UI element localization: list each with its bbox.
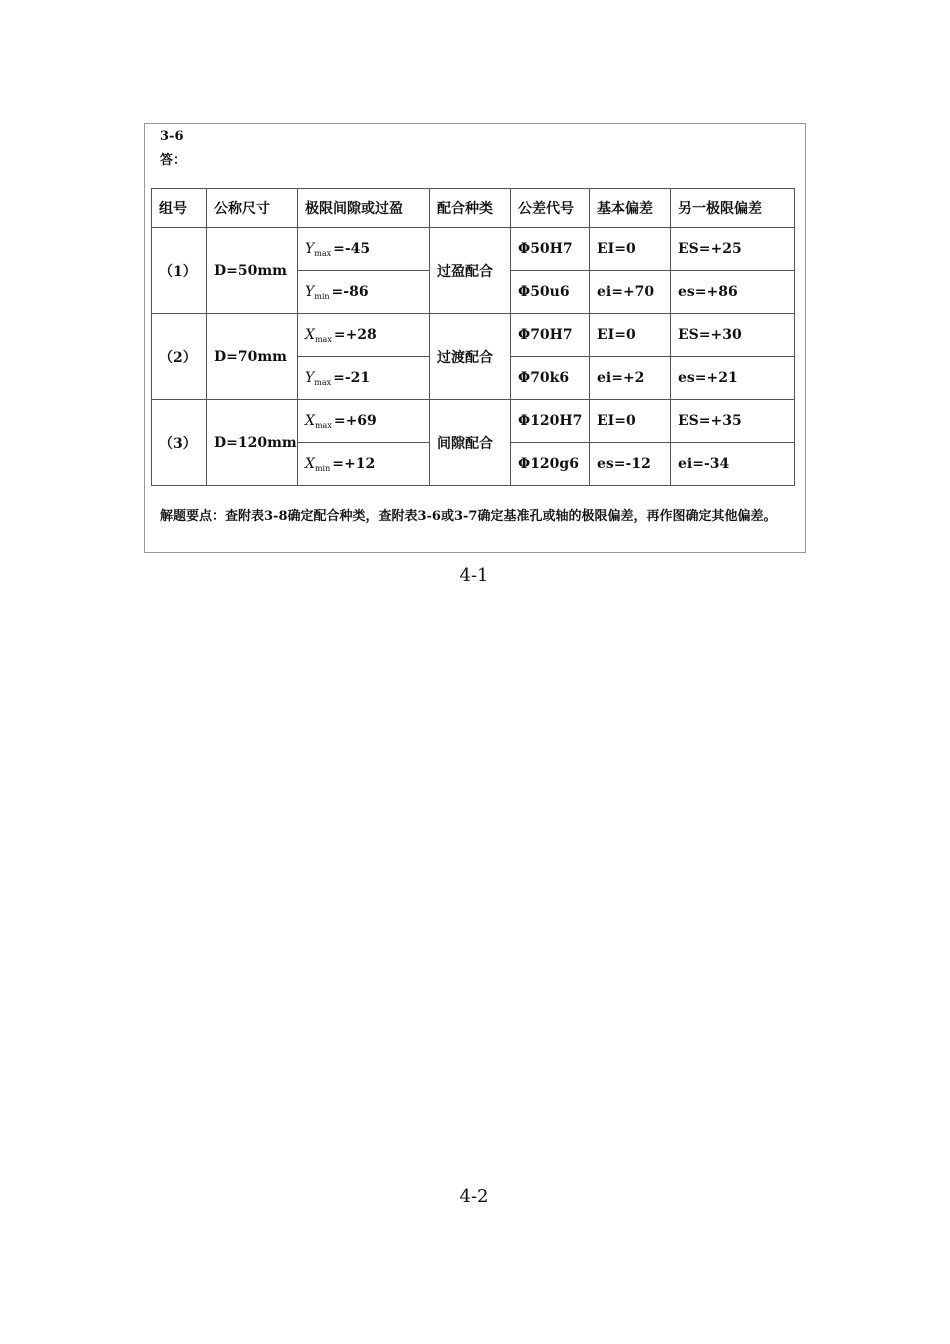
- other-deviation: es=+21: [671, 357, 795, 400]
- solution-note: 解题要点：查附表3-8确定配合种类，查附表3-6或3-7确定基准孔或轴的极限偏差，再作图确定其他偏差。: [160, 509, 777, 524]
- limit-subscript: max: [314, 248, 332, 258]
- tolerance-code: Φ70k6: [511, 357, 590, 400]
- other-deviation: es=+86: [671, 271, 795, 314]
- limit-value: =+69: [333, 412, 377, 429]
- table-row: [152, 400, 795, 443]
- group-id: （2）: [152, 314, 207, 400]
- answer-label: 答：: [160, 153, 187, 168]
- limit-subscript: max: [314, 334, 332, 344]
- limit-value: =+12: [332, 455, 376, 472]
- group-id: （3）: [152, 400, 207, 486]
- limit-symbol: Y: [305, 283, 315, 300]
- basic-deviation: ei=+70: [590, 271, 671, 314]
- basic-deviation: ei=+2: [590, 357, 671, 400]
- other-deviation: ES=+35: [671, 400, 795, 443]
- limit-value: =+28: [333, 326, 377, 343]
- answer-box: [144, 123, 806, 553]
- limit-cell: [298, 228, 430, 271]
- limit-cell: [298, 443, 430, 486]
- fit-table: [151, 188, 795, 486]
- tolerance-code: Φ70H7: [511, 314, 590, 357]
- tolerance-code: Φ50H7: [511, 228, 590, 271]
- page-label-4-2: 4-2: [459, 1186, 489, 1207]
- header-cell: 极限间隙或过盈: [298, 189, 430, 228]
- other-deviation: ES=+25: [671, 228, 795, 271]
- limit-value: =-21: [333, 369, 371, 386]
- fit-type: 间隙配合: [430, 400, 511, 486]
- limit-symbol: X: [305, 455, 315, 472]
- problem-number: 3-6: [160, 129, 184, 144]
- table-row: [152, 228, 795, 271]
- fit-type: 过盈配合: [430, 228, 511, 314]
- header-cell: 组号: [152, 189, 207, 228]
- limit-subscript: max: [314, 420, 332, 430]
- page-label-4-1: 4-1: [459, 565, 489, 586]
- fit-type: 过渡配合: [430, 314, 511, 400]
- header-cell: 基本偏差: [590, 189, 671, 228]
- basic-deviation: es=-12: [590, 443, 671, 486]
- limit-cell: [298, 271, 430, 314]
- table-row: [152, 314, 795, 357]
- header-cell: 配合种类: [430, 189, 511, 228]
- nominal-size: D=120mm: [207, 400, 298, 486]
- tolerance-code: Φ120H7: [511, 400, 590, 443]
- limit-value: =-45: [333, 240, 371, 257]
- basic-deviation: EI=0: [590, 228, 671, 271]
- other-deviation: ei=-34: [671, 443, 795, 486]
- limit-subscript: min: [314, 291, 330, 301]
- limit-subscript: max: [314, 377, 332, 387]
- basic-deviation: EI=0: [590, 400, 671, 443]
- limit-subscript: min: [314, 463, 331, 473]
- limit-cell: [298, 314, 430, 357]
- tolerance-code: Φ50u6: [511, 271, 590, 314]
- limit-symbol: Y: [305, 369, 315, 386]
- limit-cell: [298, 400, 430, 443]
- header-cell: 公称尺寸: [207, 189, 298, 228]
- other-deviation: ES=+30: [671, 314, 795, 357]
- tolerance-code: Φ120g6: [511, 443, 590, 486]
- nominal-size: D=70mm: [207, 314, 298, 400]
- limit-value: =-86: [331, 283, 369, 300]
- limit-symbol: X: [305, 326, 315, 343]
- basic-deviation: EI=0: [590, 314, 671, 357]
- limit-symbol: X: [305, 412, 315, 429]
- nominal-size: D=50mm: [207, 228, 298, 314]
- limit-symbol: Y: [305, 240, 315, 257]
- header-cell: 公差代号: [511, 189, 590, 228]
- table-header-row: [152, 189, 795, 228]
- header-cell: 另一极限偏差: [671, 189, 795, 228]
- limit-cell: [298, 357, 430, 400]
- group-id: （1）: [152, 228, 207, 314]
